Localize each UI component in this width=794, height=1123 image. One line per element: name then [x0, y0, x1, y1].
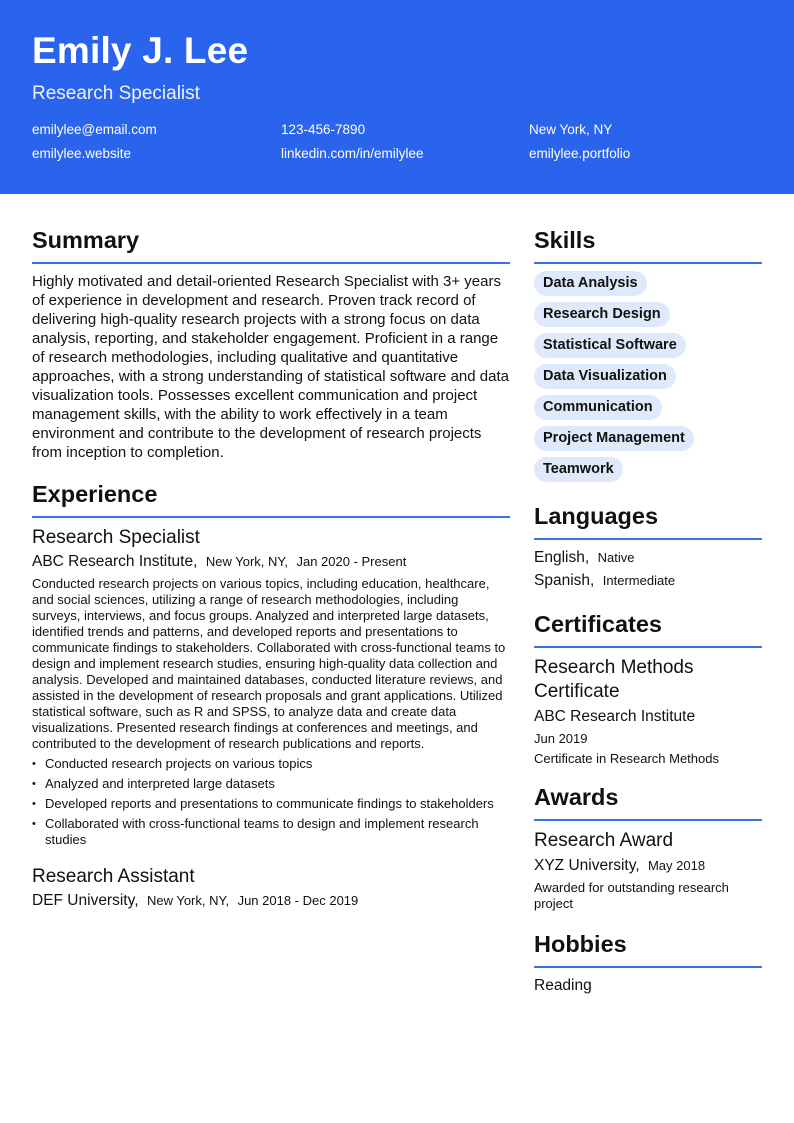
candidate-title: Research Specialist	[32, 83, 200, 104]
languages-list	[534, 546, 762, 592]
job-meta	[32, 552, 510, 572]
language-level: Native	[597, 550, 635, 565]
hobbies-heading: Hobbies	[534, 930, 762, 968]
summary-section	[32, 226, 510, 462]
certificate-description: Certificate in Research Methods	[534, 751, 719, 766]
skill-chip: Research Design	[534, 302, 670, 327]
certificate-date: Jun 2019	[534, 731, 588, 746]
certificates-heading: Certificates	[534, 610, 762, 648]
skill-chip: Data Analysis	[534, 271, 647, 296]
job-organization: DEF University,	[32, 892, 139, 909]
skill-chip: Statistical Software	[534, 333, 686, 358]
job-bullet: • Conducted research projects on various topics	[32, 756, 510, 772]
skill-chip: Project Management	[534, 426, 694, 451]
job-organization: ABC Research Institute,	[32, 553, 198, 570]
skills-list	[534, 271, 762, 488]
side-column	[534, 226, 762, 997]
skill-chip: Communication	[534, 395, 662, 420]
award-meta	[534, 855, 762, 877]
contact-website[interactable]: emilylee.website	[32, 146, 132, 161]
hobby-item: Reading	[534, 977, 592, 994]
contact-email[interactable]: emilylee@email.com	[32, 122, 157, 137]
language-level: Intermediate	[602, 573, 676, 588]
job-location: New York, NY,	[205, 554, 289, 569]
resume-header	[0, 0, 794, 194]
experience-section	[32, 480, 510, 911]
job-title: Research Specialist	[32, 527, 200, 548]
skill-chip: Teamwork	[534, 457, 623, 482]
job-entry	[32, 865, 510, 911]
skills-section	[534, 226, 762, 488]
candidate-name: Emily J. Lee	[32, 30, 249, 71]
job-meta	[32, 891, 510, 911]
job-dates: Jan 2020 - Present	[296, 554, 407, 569]
job-entry	[32, 526, 510, 848]
award-date: May 2018	[647, 858, 706, 873]
certificates-section	[534, 610, 762, 767]
job-bullets	[32, 756, 510, 848]
award-organization: XYZ University,	[534, 857, 640, 874]
language-name: English,	[534, 549, 590, 566]
languages-heading: Languages	[534, 502, 762, 540]
awards-heading: Awards	[534, 783, 762, 821]
language-item	[534, 569, 762, 592]
contact-location: New York, NY	[529, 122, 613, 137]
skills-heading: Skills	[534, 226, 762, 264]
contact-phone[interactable]: 123-456-7890	[281, 122, 366, 137]
language-name: Spanish,	[534, 572, 595, 589]
job-description: Conducted research projects on various topics, including education, healthcare, and social sciences, utilizing a range of research methodologies, including surveys, interviews, and focus groups. Analyzed and interpreted large datasets, identified trends and patterns, and developed reports and presentations to communicate findings to stakeholders. Collaborated with cross-functional teams to design and implement research studies, ensuring high-quality data collection and analysis. Developed and maintained databases, conducted literature reviews, and assisted in the development of research proposals and grant applications. Utilized statistical software, such as R and SPSS, to analyze data and create data visualizations. Presented research findings at conferences and meetings, and contributed to the development of research publications and reports.	[32, 576, 506, 751]
job-bullet: • Analyzed and interpreted large datasets	[32, 776, 510, 792]
languages-section	[534, 502, 762, 592]
job-title: Research Assistant	[32, 866, 195, 887]
job-bullet: • Collaborated with cross-functional teams to design and implement research studies	[32, 816, 510, 848]
job-bullet: • Developed reports and presentations to communicate findings to stakeholders	[32, 796, 510, 812]
summary-text: Highly motivated and detail-oriented Research Specialist with 3+ years of experience in development and research. Proven track record of delivering high-quality research projects with a strong focus on data analysis, reporting, and stakeholder engagement. Proficient in a range of research methodologies, including qualitative and quantitative approaches, with a strong understanding of statistical software and data visualization tools. Possesses excellent communication and project management skills, with the ability to work effectively in a team environment and contribute to the development of research projects from inception to completion.	[32, 273, 509, 461]
job-location: New York, NY,	[146, 893, 230, 908]
awards-section	[534, 783, 762, 912]
award-description: Awarded for outstanding research project	[534, 880, 729, 911]
experience-heading: Experience	[32, 480, 510, 518]
skill-chip: Data Visualization	[534, 364, 676, 389]
certificate-organization: ABC Research Institute	[534, 708, 696, 725]
job-dates: Jun 2018 - Dec 2019	[237, 893, 359, 908]
certificate-title: Research Methods Certificate	[534, 657, 694, 702]
main-column	[32, 226, 510, 911]
award-title: Research Award	[534, 830, 674, 851]
summary-heading: Summary	[32, 226, 510, 264]
contact-linkedin[interactable]: linkedin.com/in/emilylee	[281, 146, 424, 161]
language-item	[534, 546, 762, 569]
hobbies-section	[534, 930, 762, 997]
contact-portfolio[interactable]: emilylee.portfolio	[529, 146, 631, 161]
